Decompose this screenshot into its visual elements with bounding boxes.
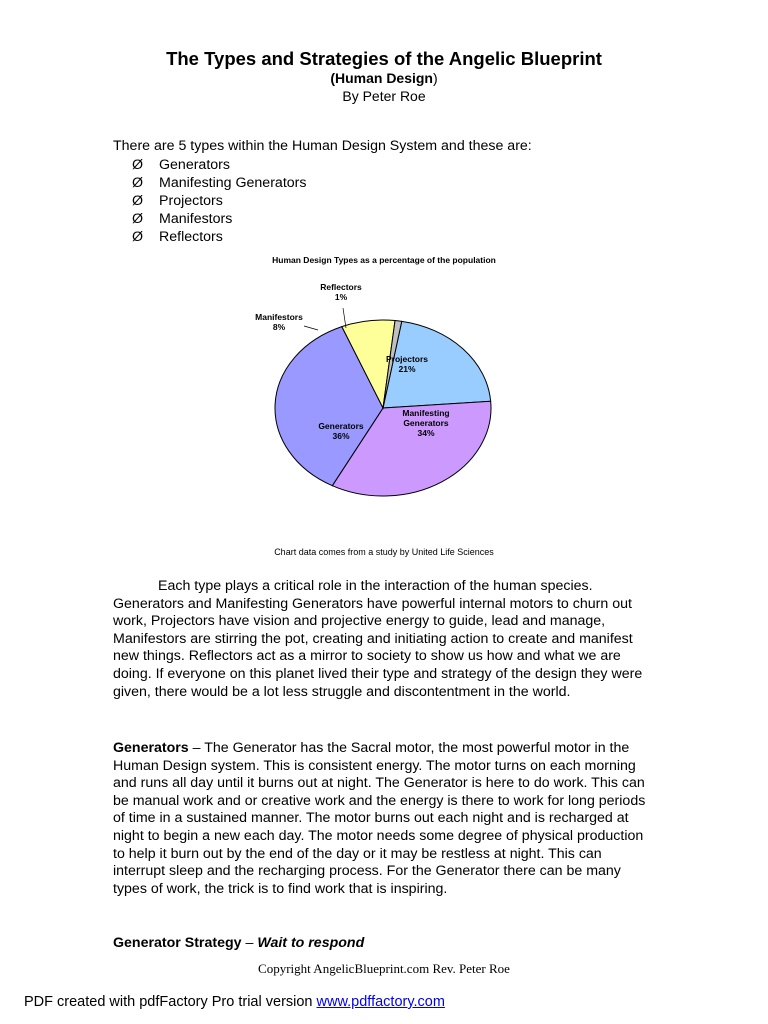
list-item <box>132 228 306 246</box>
document-subtitle <box>0 70 768 86</box>
list-item <box>132 192 306 210</box>
paragraph-text: Each type plays a critical role in the interaction of the human species. Generators and Manifesting Generators have powerful internal motors to churn out work, Projectors have vision and projective energy to guide, lead and manage, Manifestors are stirring the pot, creating and initiating action to create and manifest new things. Reflectors act as a mirror to society to show us how and what we are doing. If everyone on this planet lived their type and strategy of the design they were given, there would be a lot less struggle and discontentment in the world. <box>113 578 643 700</box>
bullet-icon: Ø <box>132 229 144 245</box>
pie-chart <box>0 270 768 520</box>
type-label: Generators <box>159 157 230 173</box>
strategy-dash: – <box>241 935 258 951</box>
list-item <box>132 174 306 192</box>
intro-text: There are 5 types within the Human Design System and these are: <box>113 138 532 154</box>
bullet-icon: Ø <box>132 193 144 209</box>
chart-title: Human Design Types as a percentage of the population <box>272 255 496 265</box>
copyright-footer: Copyright AngelicBlueprint.com Rev. Peter Roe <box>258 961 510 976</box>
type-label: Projectors <box>159 193 223 209</box>
type-label: Manifesting Generators <box>159 175 307 191</box>
pie-label-generators: Generators 36% <box>318 421 364 441</box>
bullet-icon: Ø <box>132 211 144 227</box>
strategy-value: Wait to respond <box>257 935 365 951</box>
bullet-icon: Ø <box>132 175 144 191</box>
pie-label-manifestors: Manifestors 8% <box>255 312 303 332</box>
pdf-footer <box>24 994 445 1010</box>
pie-leader-line <box>343 308 346 328</box>
chart-source-note: Chart data comes from a study by United Life Sciences <box>274 547 494 557</box>
list-item <box>132 210 306 228</box>
types-list <box>132 156 306 246</box>
subtitle-close: ) <box>433 70 438 86</box>
strategy-heading <box>113 935 364 951</box>
list-item <box>132 156 306 174</box>
subtitle-text: (Human Design <box>330 70 433 86</box>
pie-label-manifesting-generators: Manifesting Generators 34% <box>402 408 450 438</box>
type-label: Manifestors <box>159 211 233 227</box>
pie-label-projectors: Projectors 21% <box>385 354 429 374</box>
paragraph-lead: Generators <box>113 740 189 756</box>
document-title: The Types and Strategies of the Angelic Blueprint <box>166 48 602 69</box>
bullet-icon: Ø <box>132 157 144 173</box>
paragraph-types-role <box>113 578 653 701</box>
type-label: Reflectors <box>159 229 223 245</box>
pie-label-reflectors: Reflectors 1% <box>320 282 362 302</box>
strategy-label: Generator Strategy <box>113 935 242 951</box>
pdffactory-link[interactable]: www.pdffactory.com <box>316 994 445 1010</box>
byline: By Peter Roe <box>342 88 426 104</box>
paragraph-generators <box>113 740 653 898</box>
pdf-footer-text: PDF created with pdfFactory Pro trial version <box>24 994 317 1010</box>
pie-leader-line <box>304 326 318 330</box>
paragraph-text: – The Generator has the Sacral motor, the most powerful motor in the Human Design system. This is consistent energy. The motor turns on each morning and runs all day until it burns out at night. The Generator is here to do work. This can be manual work and or creative work and the energy is there to work for long periods of time in a sustained manner. The motor burns out each night and is recharged at night to begin a new each day. The motor needs some degree of physical production to help it burn out by the end of the day or it may be restless at night. This can interrupt sleep and the recharging process. For the Generator there can be many types of work, the trick is to find work that is inspiring. <box>113 740 646 897</box>
